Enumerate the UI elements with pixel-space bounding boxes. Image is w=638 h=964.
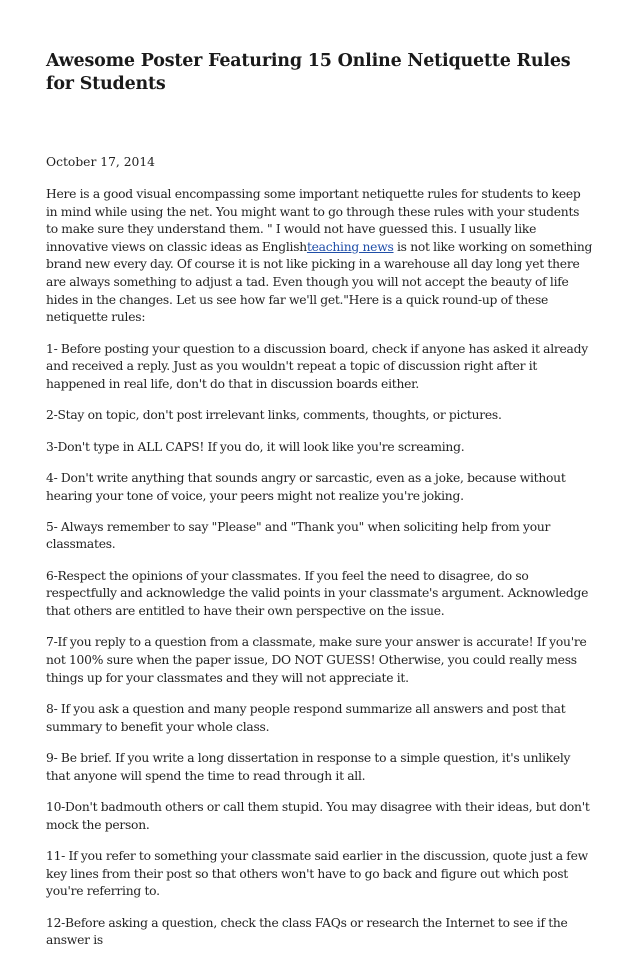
rule-paragraph-7: 7-If you reply to a question from a classmate, make sure your answer is accurate! If you're not 100% sure when the paper issue, DO NOT GUESS! Otherwise, you could really mess things up for your classmates and they will not appreciate it. (46, 635, 587, 685)
document-page (46, 50, 594, 948)
rule-paragraph-2: 2-Stay on topic, don't post irrelevant links, comments, thoughts, or pictures. (46, 408, 502, 423)
rule-paragraph-8: 8- If you ask a question and many people respond summarize all answers and post that summary to benefit your whole class. (46, 702, 566, 734)
rule-paragraph-5: 5- Always remember to say "Please" and "Thank you" when soliciting help from your classmates. (46, 519, 551, 552)
intro-text-before-link: Here is a good visual encompassing some important netiquette rules for students to keep in mind while using the net. You might want to go through these rules with your students to make sure they understand them. " I would not have guessed this. I usually like innovative views on classic ideas as English (46, 187, 581, 254)
article-title: Awesome Poster Featuring 15 Online Netiquette Rules for Students (46, 51, 571, 94)
rule-paragraph-1: 1- Before posting your question to a discussion board, check if anyone has asked it already and received a reply. Just as you wouldn't repeat a topic of discussion right after it happened in real life, don't do that in discussion boards either. (46, 341, 588, 391)
rule-paragraph-9: 9- Be brief. If you write a long dissertation in response to a simple question, it's unlikely that anyone will spend the time to read through it all. (46, 751, 571, 783)
intro-paragraph (46, 186, 594, 327)
teaching-news-link[interactable]: teaching news (306, 239, 394, 254)
rule-paragraph-10: 10-Don't badmouth others or call them stupid. You may disagree with their ideas, but don't mock the person. (46, 800, 590, 832)
intro-text-after-link: is not like working on something brand new every day. Of course it is not like picking in a warehouse all day long yet there are always something to adjust a tad. Even though you will not accept the beauty of life hides in the changes. Let us see how far we'll get."Here is a quick round-up of these netiquette rules: (46, 239, 593, 325)
rule-paragraph-12: 12-Before asking a question, check the class FAQs or research the Internet to see if the answer is (46, 915, 568, 948)
article-body (46, 186, 594, 964)
rule-paragraph-11: 11- If you refer to something your classmate said earlier in the discussion, quote just a few key lines from their post so that others won't have to go back and figure out which post you're referring to. (46, 848, 588, 899)
rule-paragraph-4: 4- Don't write anything that sounds angry or sarcastic, even as a joke, because without hearing your tone of voice, your peers might not realize you're joking. (46, 470, 566, 503)
article-date: October 17, 2014 (46, 155, 156, 169)
rule-paragraph-6: 6-Respect the opinions of your classmates. If you feel the need to disagree, do so respectfully and acknowledge the valid points in your classmate's argument. Acknowledge that others are entitled to have their own perspective on the issue. (46, 568, 589, 619)
rule-paragraph-3: 3-Don't type in ALL CAPS! If you do, it will look like you're screaming. (46, 439, 465, 454)
